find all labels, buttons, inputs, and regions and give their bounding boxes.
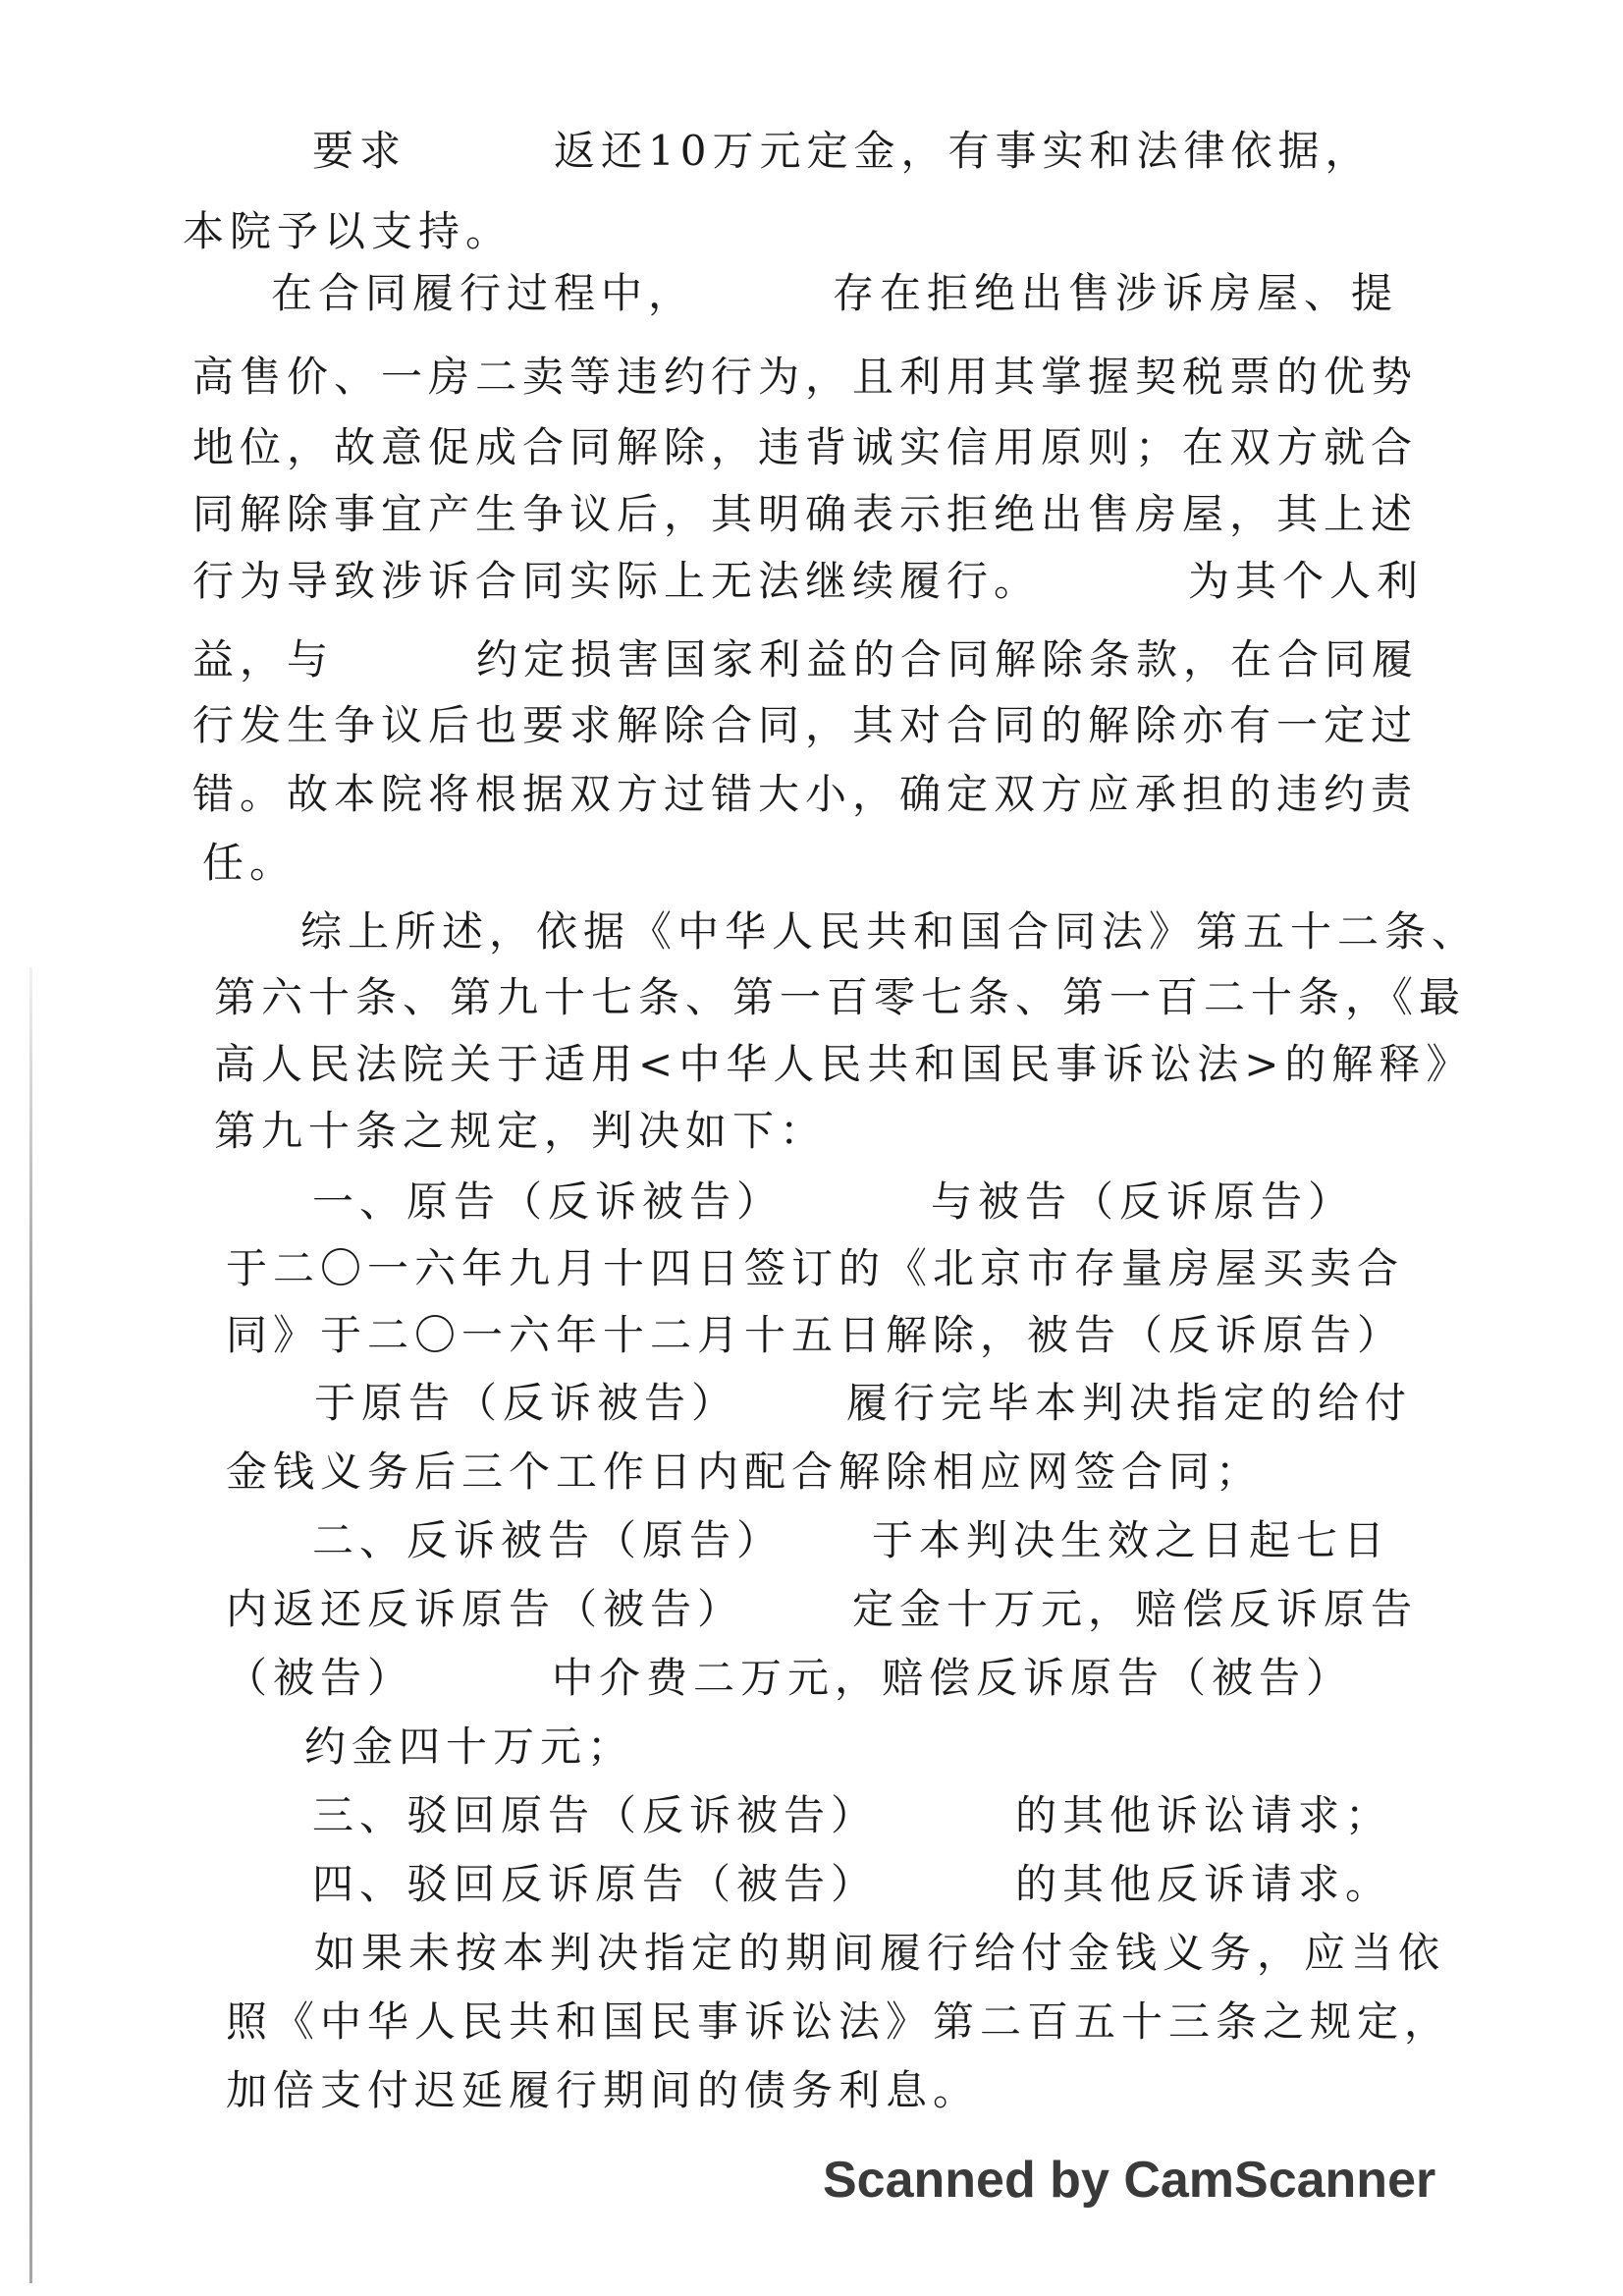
- text-line-17: 于二〇一六年九月十四日签订的《北京市存量房屋买卖合: [226, 1244, 1405, 1292]
- text-line-11: 任。: [202, 839, 298, 887]
- text-line-6: 同解除事宜产生争议后，其明确表示拒绝出售房屋，其上述: [192, 490, 1419, 538]
- text-line-28: 照《中华人民共和国民事诉讼法》第二百五十三条之规定，: [226, 1997, 1452, 2046]
- text-line-16: 一、原告（反诉被告） 与被告（反诉原告）: [312, 1177, 1356, 1226]
- text-line-4: 高售价、一房二卖等违约行为，且利用其掌握契税票的优势: [192, 353, 1419, 401]
- text-line-10: 错。故本院将根据双方过错大小，确定双方应承担的违约责: [192, 770, 1419, 818]
- text-line-26: 四、驳回反诉原告（被告） 的其他反诉请求。: [312, 1860, 1393, 1908]
- text-line-29: 加倍支付迟延履行期间的债务利息。: [226, 2066, 981, 2114]
- text-line-19: 于原告（反诉被告） 履行完毕本判决指定的给付: [314, 1379, 1413, 1427]
- text-line-13: 第六十条、第九十七条、第一百零七条、第一百二十条，《最: [214, 973, 1467, 1021]
- text-line-20: 金钱义务后三个工作日内配合解除相应网签合同；: [226, 1448, 1264, 1496]
- text-line-2: 本院予以支持。: [183, 207, 514, 255]
- text-line-25: 三、驳回原告（反诉被告） 的其他诉讼请求；: [312, 1791, 1393, 1839]
- text-line-14: 高人民法院关于适用<中华人民共和国民事诉讼法>的解释》: [214, 1040, 1474, 1088]
- text-line-18: 同》于二〇一六年十二月十五日解除，被告（反诉原告）: [226, 1311, 1405, 1359]
- text-line-24: 约金四十万元；: [304, 1722, 635, 1771]
- text-line-9: 行发生争议后也要求解除合同，其对合同的解除亦有一定过: [192, 701, 1419, 749]
- text-line-23: （被告） 中介费二万元，赔偿反诉原告（被告）: [226, 1654, 1354, 1702]
- text-line-8: 益，与 约定损害国家利益的合同解除条款，在合同履: [192, 635, 1420, 683]
- text-line-15: 第九十条之规定，判决如下：: [214, 1107, 828, 1155]
- text-line-1: 要求 返还10万元定金，有事实和法律依据，: [312, 127, 1373, 175]
- text-line-5: 地位，故意促成合同解除，违背诚实信用原则；在双方就合: [192, 423, 1419, 471]
- text-line-3: 在合同履行过程中， 存在拒绝出售涉诉房屋、提: [271, 269, 1399, 317]
- text-line-21: 二、反诉被告（原告） 于本判决生效之日起七日: [312, 1516, 1391, 1564]
- text-line-12: 综上所述，依据《中华人民共和国合同法》第五十二条、: [300, 907, 1480, 956]
- text-line-27: 如果未按本判决指定的期间履行给付金钱义务，应当依: [314, 1929, 1446, 1977]
- text-line-22: 内返还反诉原告（被告） 定金十万元，赔偿反诉原告: [226, 1585, 1419, 1633]
- camscanner-watermark: Scanned by CamScanner: [823, 2152, 1436, 2209]
- text-line-7: 行为导致涉诉合同实际上无法继续履行。 为其个人利: [192, 557, 1425, 605]
